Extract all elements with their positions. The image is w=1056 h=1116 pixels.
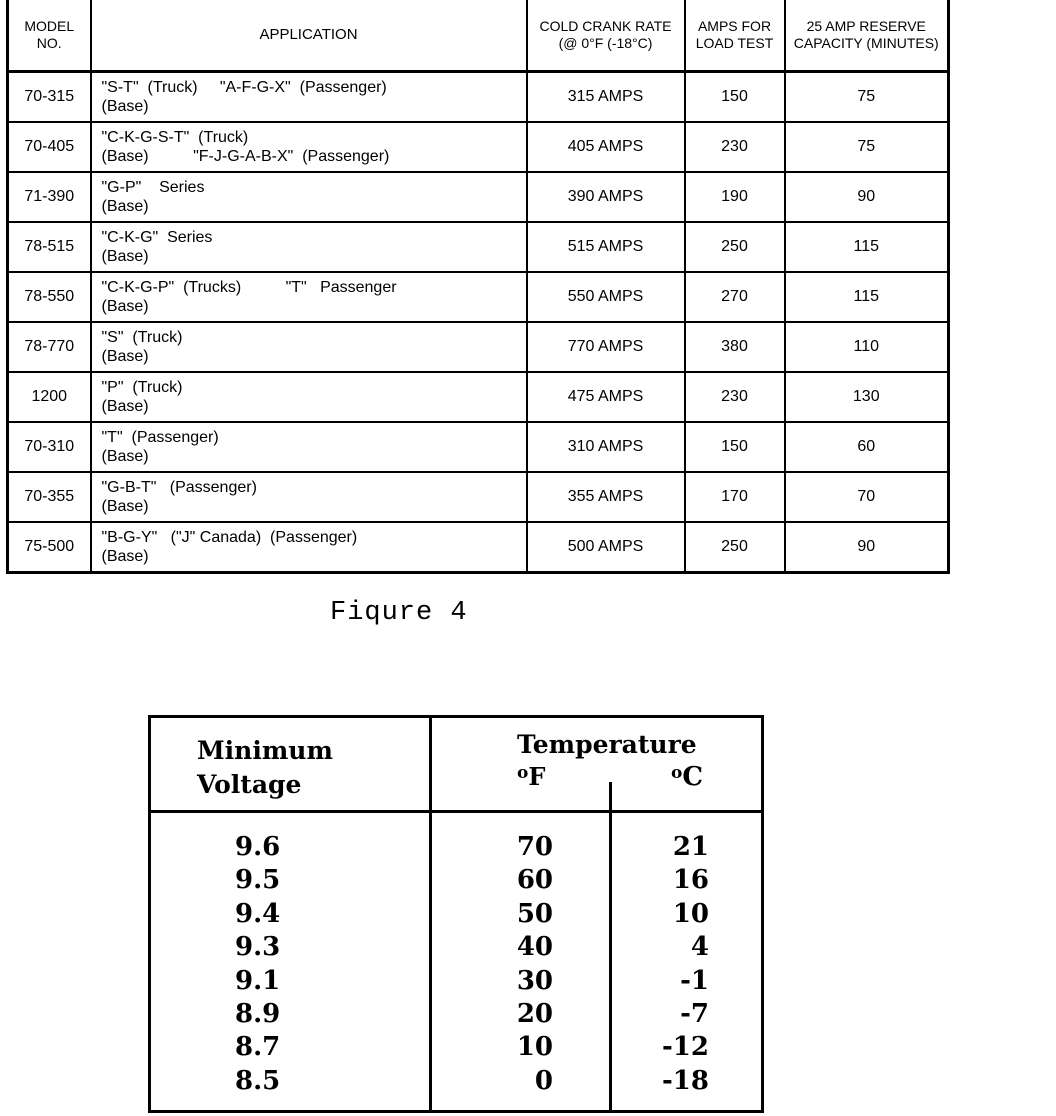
header-cold-crank bbox=[527, 0, 685, 72]
fahrenheit-header bbox=[517, 762, 545, 791]
temp-subcolumn-divider bbox=[609, 782, 612, 1110]
load-test-cell: 150 bbox=[685, 72, 785, 123]
cold-crank-cell: 310 AMPS bbox=[527, 422, 685, 472]
fahrenheit-value: 60 bbox=[516, 865, 553, 896]
application-line: "S-T" (Truck) "A-F-G-X" (Passenger) bbox=[101, 79, 387, 96]
application-cell bbox=[91, 422, 527, 472]
column-divider bbox=[429, 718, 432, 1110]
application-line: "P" (Truck) bbox=[101, 378, 183, 396]
cold-crank-cell: 550 AMPS bbox=[527, 272, 685, 322]
header-divider bbox=[151, 810, 761, 813]
cold-crank-cell: 315 AMPS bbox=[527, 72, 685, 123]
header-model-no bbox=[8, 0, 91, 72]
celsius-value: 10 bbox=[672, 898, 709, 929]
model-cell: 70-405 bbox=[8, 122, 91, 172]
application-base: (Base) bbox=[101, 297, 149, 315]
reserve-cell: 75 bbox=[785, 72, 949, 123]
application-base: (Base) bbox=[101, 397, 149, 415]
celsius-value: -1 bbox=[680, 965, 709, 996]
reserve-cell: 130 bbox=[785, 372, 949, 422]
model-cell: 78-770 bbox=[8, 322, 91, 372]
application-cell bbox=[91, 122, 527, 172]
voltage-value: 9.1 bbox=[235, 965, 281, 996]
application-base: (Base) bbox=[101, 197, 149, 215]
model-cell: 78-550 bbox=[8, 272, 91, 322]
load-test-cell: 150 bbox=[685, 422, 785, 472]
header-model-line2: NO. bbox=[36, 35, 62, 51]
voltage-value: 8.7 bbox=[235, 1032, 281, 1063]
table-row bbox=[8, 522, 949, 573]
table-row bbox=[8, 122, 949, 172]
header-reserve-line1: 25 AMP RESERVE bbox=[806, 18, 926, 34]
degree-mark: o bbox=[517, 763, 529, 783]
application-base: (Base) bbox=[101, 447, 149, 465]
load-test-cell: 250 bbox=[685, 522, 785, 573]
load-test-cell: 270 bbox=[685, 272, 785, 322]
battery-specs-table bbox=[6, 0, 950, 574]
reserve-cell: 75 bbox=[785, 122, 949, 172]
voltage-column bbox=[235, 831, 295, 1098]
application-cell bbox=[91, 372, 527, 422]
battery-table-header-row bbox=[8, 0, 949, 72]
header-reserve-capacity bbox=[785, 0, 949, 72]
cold-crank-cell: 500 AMPS bbox=[527, 522, 685, 573]
model-cell: 71-390 bbox=[8, 172, 91, 222]
header-cold-crank-line2: (@ 0°F (-18°C) bbox=[558, 35, 653, 51]
model-cell: 78-515 bbox=[8, 222, 91, 272]
load-test-cell: 380 bbox=[685, 322, 785, 372]
fahrenheit-value: 50 bbox=[516, 898, 553, 929]
table-row bbox=[8, 222, 949, 272]
fahrenheit-value: 0 bbox=[534, 1065, 553, 1096]
voltage-value: 9.4 bbox=[235, 898, 281, 929]
celsius-column bbox=[631, 831, 709, 1098]
voltage-value: 9.3 bbox=[235, 932, 281, 963]
load-test-cell: 230 bbox=[685, 372, 785, 422]
table-row bbox=[8, 72, 949, 123]
fahrenheit-unit: F bbox=[528, 762, 546, 791]
model-cell: 1200 bbox=[8, 372, 91, 422]
fahrenheit-value: 40 bbox=[516, 932, 553, 963]
header-amps-line1: AMPS FOR bbox=[697, 18, 772, 34]
model-cell: 70-355 bbox=[8, 472, 91, 522]
fahrenheit-column bbox=[491, 831, 553, 1098]
header-model-line1: MODEL bbox=[24, 18, 75, 34]
application-base: (Base) bbox=[101, 98, 149, 115]
reserve-cell: 70 bbox=[785, 472, 949, 522]
application-base: (Base) bbox=[101, 497, 149, 515]
application-cell bbox=[91, 522, 527, 573]
application-cell bbox=[91, 272, 527, 322]
application-line: "C-K-G-P" (Trucks) "T" Passenger bbox=[101, 278, 397, 296]
voltage-value: 8.5 bbox=[235, 1065, 281, 1096]
application-cell bbox=[91, 322, 527, 372]
voltage-value: 9.5 bbox=[235, 865, 281, 896]
cold-crank-cell: 770 AMPS bbox=[527, 322, 685, 372]
header-application: APPLICATION bbox=[91, 0, 527, 72]
celsius-unit: C bbox=[682, 762, 704, 792]
load-test-cell: 190 bbox=[685, 172, 785, 222]
temperature-header: Temperature bbox=[517, 730, 697, 759]
model-cell: 70-310 bbox=[8, 422, 91, 472]
fahrenheit-value: 10 bbox=[516, 1032, 553, 1063]
table-row bbox=[8, 272, 949, 322]
table-row bbox=[8, 322, 949, 372]
model-cell: 70-315 bbox=[8, 72, 91, 123]
cold-crank-cell: 355 AMPS bbox=[527, 472, 685, 522]
application-line: "C-K-G" Series bbox=[101, 228, 213, 246]
minimum-voltage-header bbox=[197, 734, 333, 802]
application-line: "B-G-Y" ("J" Canada) (Passenger) bbox=[101, 528, 358, 546]
application-base: (Base) bbox=[101, 547, 149, 565]
celsius-value: 16 bbox=[672, 865, 709, 896]
application-base: (Base) "F-J-G-A-B-X" (Passenger) bbox=[101, 147, 390, 165]
voltage-value: 9.6 bbox=[235, 832, 281, 862]
celsius-value: 4 bbox=[690, 932, 709, 963]
reserve-cell: 115 bbox=[785, 222, 949, 272]
celsius-value: -7 bbox=[680, 998, 709, 1029]
application-cell bbox=[91, 172, 527, 222]
table-row bbox=[8, 172, 949, 222]
application-cell bbox=[91, 222, 527, 272]
fahrenheit-value: 30 bbox=[516, 965, 553, 996]
header-amps-line2: LOAD TEST bbox=[695, 35, 774, 51]
figure-caption: Fiqure 4 bbox=[330, 598, 468, 628]
table-row bbox=[8, 372, 949, 422]
header-reserve-line2: CAPACITY (MINUTES) bbox=[793, 35, 939, 51]
celsius-value: -12 bbox=[662, 1032, 709, 1063]
minimum-label: Minimum bbox=[197, 736, 333, 765]
load-test-cell: 230 bbox=[685, 122, 785, 172]
application-base: (Base) bbox=[101, 347, 149, 365]
application-line: "S" (Truck) bbox=[101, 328, 183, 346]
cold-crank-cell: 405 AMPS bbox=[527, 122, 685, 172]
table-row bbox=[8, 472, 949, 522]
celsius-header bbox=[671, 762, 703, 792]
load-test-cell: 170 bbox=[685, 472, 785, 522]
load-test-cell: 250 bbox=[685, 222, 785, 272]
voltage-value: 8.9 bbox=[235, 998, 281, 1029]
reserve-cell: 60 bbox=[785, 422, 949, 472]
application-line: "T" (Passenger) bbox=[101, 428, 219, 446]
table-row bbox=[8, 422, 949, 472]
application-line: "G-B-T" (Passenger) bbox=[101, 478, 257, 496]
celsius-value: 21 bbox=[672, 832, 709, 862]
cold-crank-cell: 515 AMPS bbox=[527, 222, 685, 272]
voltage-temperature-table bbox=[148, 715, 764, 1113]
reserve-cell: 110 bbox=[785, 322, 949, 372]
application-line: "C-K-G-S-T" (Truck) bbox=[101, 128, 249, 146]
cold-crank-cell: 390 AMPS bbox=[527, 172, 685, 222]
application-cell bbox=[91, 472, 527, 522]
fahrenheit-value: 20 bbox=[516, 998, 553, 1029]
voltage-label: Voltage bbox=[197, 770, 302, 799]
model-cell: 75-500 bbox=[8, 522, 91, 573]
fahrenheit-value: 70 bbox=[516, 832, 553, 862]
reserve-cell: 115 bbox=[785, 272, 949, 322]
reserve-cell: 90 bbox=[785, 172, 949, 222]
reserve-cell: 90 bbox=[785, 522, 949, 573]
application-line: "G-P" Series bbox=[101, 178, 205, 196]
cold-crank-cell: 475 AMPS bbox=[527, 372, 685, 422]
header-amps-load-test bbox=[685, 0, 785, 72]
application-cell bbox=[91, 72, 527, 123]
celsius-value: -18 bbox=[662, 1065, 709, 1096]
application-base: (Base) bbox=[101, 247, 149, 265]
header-cold-crank-line1: COLD CRANK RATE bbox=[539, 18, 672, 34]
degree-mark: o bbox=[671, 763, 683, 783]
